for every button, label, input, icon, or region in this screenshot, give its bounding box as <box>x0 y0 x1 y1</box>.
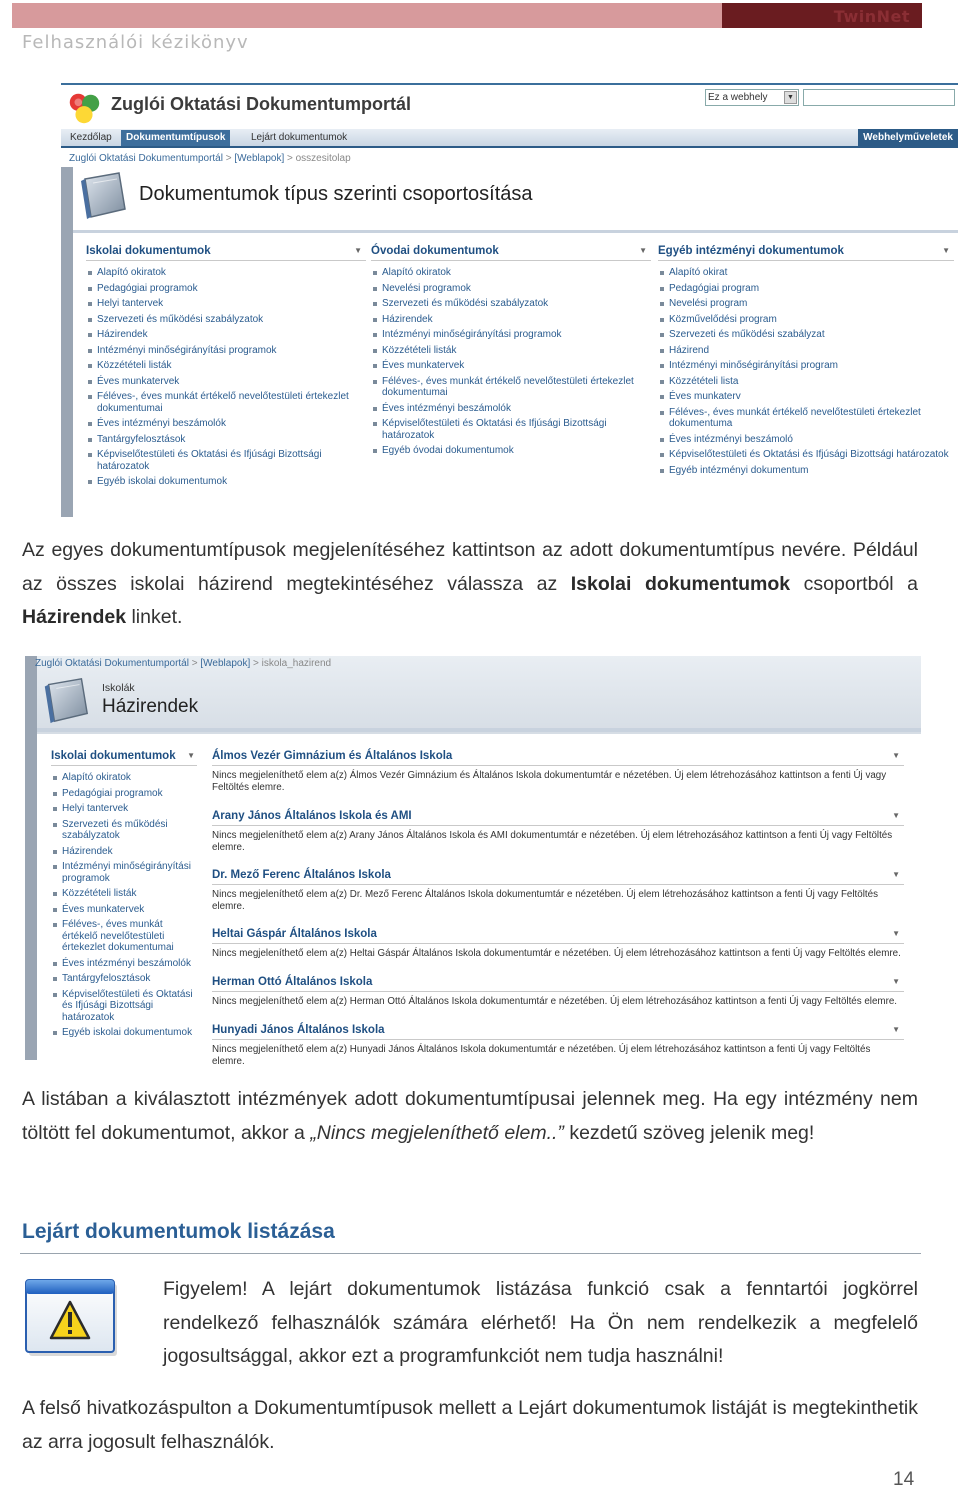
list-item-link[interactable]: Féléves-, éves munkát értékelő nevelőtestületi értekezlet dokumentumai <box>371 374 651 401</box>
tab-lejart-dokumentumok[interactable]: Lejárt dokumentumok <box>251 132 348 143</box>
school-name[interactable]: Herman Ottó Általános Iskola <box>212 976 373 988</box>
breadcrumb-link-portal[interactable]: Zuglói Oktatási Dokumentumportál <box>35 658 189 669</box>
list-item-link[interactable]: Egyéb iskolai dokumentumok <box>86 474 366 490</box>
search-input[interactable] <box>803 89 955 106</box>
page-subtitle: Iskolák <box>102 682 135 694</box>
bold-term: Házirendek <box>22 606 127 628</box>
tab-dokumentumtipusok[interactable]: Dokumentumtípusok <box>121 130 230 146</box>
document-title: Felhasználói kézikönyv <box>22 32 249 53</box>
school-header[interactable] <box>212 928 904 944</box>
book-icon <box>39 674 93 726</box>
list-item-link[interactable]: Képviselőtestületi és Oktatási és Ifjúsági Bizottsági határozatok <box>51 987 197 1026</box>
left-nav-list <box>51 770 197 1041</box>
school-header[interactable] <box>212 869 904 885</box>
chevron-down-icon[interactable]: ▼ <box>892 751 900 760</box>
list-item-link[interactable]: Szervezeti és működési szabályzatok <box>86 312 366 328</box>
site-actions-menu[interactable]: Webhelyműveletek <box>858 129 958 146</box>
left-edge-bar <box>25 656 37 1060</box>
column-header[interactable] <box>86 245 366 261</box>
list-item-link[interactable]: Házirendek <box>51 844 197 860</box>
paragraph-text: csoportból a <box>790 572 918 595</box>
list-item-link[interactable]: Közművelődési program <box>658 312 954 328</box>
chevron-down-icon[interactable]: ▼ <box>892 977 900 986</box>
list-item-link[interactable]: Közzétételi lista <box>658 374 954 390</box>
column-title: Iskolai dokumentumok <box>86 245 211 257</box>
italic-quote: „Nincs megjeleníthető elem..” <box>310 1121 564 1144</box>
list-item-link[interactable]: Éves munkatervek <box>51 902 197 918</box>
list-item-link[interactable]: Intézményi minőségirányítási programok <box>51 859 197 886</box>
column-list <box>86 265 366 490</box>
list-item-link[interactable]: Alapító okiratok <box>51 770 197 786</box>
chevron-down-icon[interactable]: ▼ <box>892 870 900 879</box>
list-item-link[interactable]: Éves munkatervek <box>371 358 651 374</box>
list-item-link[interactable]: Intézményi minőségirányítási program <box>658 358 954 374</box>
school-header[interactable] <box>212 750 904 766</box>
left-edge-bar <box>61 167 73 517</box>
warning-text: Figyelem! A lejárt dokumentumok listázása funkció csak a fenntartói jogkörrel rendelkező felhasználók számára elérhető! Ha Ön nem rendelkezik a megfelelő jogosultsággal, akkor ezt a programfunkciót nem tudja használni! <box>163 1278 918 1367</box>
list-item-link[interactable]: Alapító okiratok <box>371 265 651 281</box>
school-empty-message: Nincs megjeleníthető elem a(z) Herman Ottó Általános Iskola dokumentumtár e nézetében. Új elem létrehozásához kattintson a fenti Új vagy Feltöltés elemre. <box>212 996 898 1007</box>
paragraph-instructions <box>22 534 918 635</box>
list-item-link[interactable]: Közzétételi listák <box>371 343 651 359</box>
list-item-link[interactable]: Nevelési program <box>658 296 954 312</box>
school-empty-message: Nincs megjeleníthető elem a(z) Hunyadi János Általános Iskola dokumentumtár e nézetében. Új elem létrehozásához kattintson a fenti Új vagy Feltöltés elemre. <box>212 1044 871 1067</box>
breadcrumb <box>35 658 331 669</box>
list-item-link[interactable]: Féléves-, éves munkát értékelő nevelőtestületi értekezlet dokumentumai <box>51 917 197 956</box>
chevron-down-icon[interactable]: ▼ <box>892 811 900 820</box>
school-empty-message: Nincs megjeleníthető elem a(z) Arany János Általános Iskola és AMI dokumentumtár e nézetében. Új elem létrehozásához kattintson a fenti Új vagy Feltöltés elemre. <box>212 830 893 853</box>
breadcrumb-current: osszesitolap <box>295 153 351 164</box>
list-item-link[interactable]: Pedagógiai programok <box>51 786 197 802</box>
list-item-link[interactable]: Egyéb óvodai dokumentumok <box>371 443 651 459</box>
page-title: Dokumentumok típus szerinti csoportosítása <box>139 183 533 205</box>
school-header[interactable] <box>212 810 904 826</box>
school-header[interactable] <box>212 1024 904 1040</box>
breadcrumb-separator: > <box>287 153 296 164</box>
portal-screenshot-hazirendek <box>25 656 921 1067</box>
column-list <box>658 265 954 478</box>
list-item-link[interactable]: Egyéb iskolai dokumentumok <box>51 1025 197 1041</box>
list-item-link[interactable]: Intézményi minőségirányítási programok <box>86 343 366 359</box>
left-nav-title: Iskolai dokumentumok <box>51 750 176 762</box>
breadcrumb-separator: > <box>191 658 201 669</box>
page-title: Házirendek <box>102 696 199 717</box>
school-section <box>212 810 904 854</box>
school-name[interactable]: Dr. Mező Ferenc Általános Iskola <box>212 869 391 881</box>
breadcrumb-current: iskola_hazirend <box>261 658 332 669</box>
list-item-link[interactable]: Szervezeti és működési szabályzatok <box>371 296 651 312</box>
paragraph-text: A listában a kiválasztott intézmények adott dokumentumtípusai jelennek meg. Ha egy intézmény nem töltött fel dokumentumot, akkor a <box>22 1088 918 1144</box>
portal-screenshot-overview <box>61 83 958 515</box>
list-item-link[interactable]: Éves intézményi beszámoló <box>658 432 954 448</box>
column-iskolai-dokumentumok <box>86 245 366 490</box>
column-title: Óvodai dokumentumok <box>371 245 499 257</box>
tab-kezdolap[interactable]: Kezdőlap <box>70 132 112 143</box>
left-navigation <box>51 750 197 1041</box>
chevron-down-icon[interactable]: ▼ <box>942 246 950 255</box>
list-item-link[interactable]: Egyéb intézményi dokumentum <box>658 463 954 479</box>
paragraph-expired-docs: A felső hivatkozáspulton a Dokumentumtípusok mellett a Lejárt dokumentumok listáját is megtekinthetik az arra jogosult felhasználók. <box>22 1397 918 1453</box>
column-list <box>371 265 651 459</box>
list-item-link[interactable]: Helyi tantervek <box>51 801 197 817</box>
list-item-link[interactable]: Pedagógiai programok <box>86 281 366 297</box>
list-item-link[interactable]: Alapító okirat <box>658 265 954 281</box>
column-header[interactable] <box>658 245 954 261</box>
breadcrumb-separator: > <box>253 658 262 669</box>
school-header[interactable] <box>212 976 904 992</box>
warning-icon <box>25 1278 119 1358</box>
list-item-link[interactable]: Képviselőtestületi és Oktatási és Ifjúsági Bizottsági határozatok <box>371 416 651 443</box>
paragraph-text: kezdetű szöveg jelenik meg! <box>563 1121 815 1144</box>
brand-name: TwinNet <box>833 7 910 26</box>
breadcrumb-link-weblapok[interactable]: [Weblapok] <box>200 658 251 669</box>
school-empty-message: Nincs megjeleníthető elem a(z) Álmos Vezér Gimnázium és Általános Iskola dokumentumtár e nézetében. Új elem létrehozásához kattintson a fenti Új vagy Feltöltés elemre. <box>212 770 887 793</box>
column-ovodai-dokumentumok <box>371 245 651 459</box>
chevron-down-icon[interactable]: ▼ <box>354 246 362 255</box>
list-item-link[interactable]: Házirendek <box>371 312 651 328</box>
list-item-link[interactable]: Tantárgyfelosztások <box>86 432 366 448</box>
breadcrumb-separator: > <box>225 153 235 164</box>
paragraph-text: Az egyes dokumentumtípusok megjelenítéséhez kattintson az adott dokumentumtípus nevére. Például az összes iskolai házirend megtekintéséhez válassza az <box>22 539 918 595</box>
column-title: Egyéb intézményi dokumentumok <box>658 245 844 257</box>
list-item-link[interactable]: Intézményi minőségirányítási programok <box>371 327 651 343</box>
school-section <box>212 1024 904 1068</box>
school-name[interactable]: Heltai Gáspár Általános Iskola <box>212 928 377 940</box>
portal-title: Zuglói Oktatási Dokumentumportál <box>111 94 412 114</box>
school-section <box>212 869 904 913</box>
book-icon <box>75 169 131 221</box>
list-item-link[interactable]: Képviselőtestületi és Oktatási és Ifjúsági Bizottsági határozatok <box>86 447 366 474</box>
paragraph-text: linket. <box>126 606 183 628</box>
chevron-down-icon[interactable]: ▼ <box>892 929 900 938</box>
breadcrumb-link-weblapok[interactable]: [Weblapok] <box>234 153 285 164</box>
list-item-link[interactable]: Házirendek <box>86 327 366 343</box>
list-item-link[interactable]: Éves munkatervek <box>86 374 366 390</box>
chevron-down-icon[interactable]: ▼ <box>187 751 195 760</box>
school-section <box>212 928 904 960</box>
list-item-link[interactable]: Éves intézményi beszámolók <box>371 401 651 417</box>
chevron-down-icon[interactable]: ▼ <box>784 91 797 104</box>
list-item-link[interactable]: Tantárgyfelosztások <box>51 971 197 987</box>
list-item-link[interactable]: Házirend <box>658 343 954 359</box>
school-name[interactable]: Álmos Vezér Gimnázium és Általános Iskola <box>212 750 453 762</box>
list-item-link[interactable]: Féléves-, éves munkát értékelő nevelőtestületi értekezlet dokumentumai <box>86 389 366 416</box>
list-item-link[interactable]: Szervezeti és működési szabályzat <box>658 327 954 343</box>
school-section <box>212 976 904 1008</box>
portal-logo-icon <box>65 89 103 127</box>
page-number: 14 <box>893 1469 915 1490</box>
school-name[interactable]: Arany János Általános Iskola és AMI <box>212 810 412 822</box>
bold-term: Iskolai dokumentumok <box>570 572 791 595</box>
list-item-link[interactable]: Éves munkaterv <box>658 389 954 405</box>
list-item-link[interactable]: Közzétételi listák <box>51 886 197 902</box>
search-scope-label: Ez a webhely <box>708 92 768 103</box>
top-nav-bar <box>61 129 958 148</box>
title-divider <box>37 728 921 732</box>
header-bar <box>12 3 722 28</box>
header-bar-dark <box>722 3 922 28</box>
list-item-link[interactable]: Féléves-, éves munkát értékelő nevelőtestületi értekezlet dokumentuma <box>658 405 954 432</box>
chevron-down-icon[interactable]: ▼ <box>892 1025 900 1034</box>
breadcrumb <box>69 153 351 164</box>
column-egyeb-intezmenyi-dokumentumok <box>658 245 954 478</box>
left-nav-header[interactable] <box>51 750 197 766</box>
list-item-link[interactable]: Képviselőtestületi és Oktatási és Ifjúsági Bizottsági határozatok <box>658 447 954 463</box>
list-item-link[interactable]: Közzétételi listák <box>86 358 366 374</box>
breadcrumb-link-portal[interactable]: Zuglói Oktatási Dokumentumportál <box>69 153 223 164</box>
search-scope-select[interactable] <box>705 89 799 106</box>
chevron-down-icon[interactable]: ▼ <box>639 246 647 255</box>
school-section <box>212 750 904 794</box>
school-empty-message: Nincs megjeleníthető elem a(z) Dr. Mező Ferenc Általános Iskola dokumentumtár e nézetében. Új elem létrehozásához kattintson a fenti Új vagy Feltöltés elemre. <box>212 889 878 912</box>
column-header[interactable] <box>371 245 651 261</box>
section-divider <box>20 1253 921 1254</box>
section-heading: Lejárt dokumentumok listázása <box>22 1220 335 1243</box>
school-name[interactable]: Hunyadi János Általános Iskola <box>212 1024 385 1036</box>
list-item-link[interactable]: Helyi tantervek <box>86 296 366 312</box>
school-empty-message: Nincs megjeleníthető elem a(z) Heltai Gáspár Általános Iskola dokumentumtár e nézetében. Új elem létrehozásához kattintson a fenti Új vagy Feltöltés elemre. <box>212 948 901 959</box>
paragraph-list-explanation <box>22 1083 918 1150</box>
title-divider <box>73 230 958 233</box>
list-item-link[interactable]: Alapító okiratok <box>86 265 366 281</box>
list-item-link[interactable]: Pedagógiai program <box>658 281 954 297</box>
list-item-link[interactable]: Éves intézményi beszámolók <box>51 956 197 972</box>
list-item-link[interactable]: Szervezeti és működési szabályzatok <box>51 817 197 844</box>
list-item-link[interactable]: Nevelési programok <box>371 281 651 297</box>
list-item-link[interactable]: Éves intézményi beszámolók <box>86 416 366 432</box>
